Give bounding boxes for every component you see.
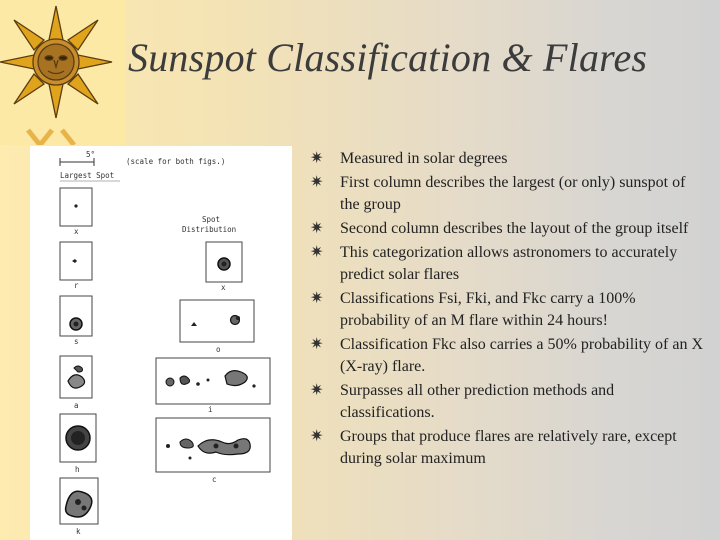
bullet-text: Measured in solar degrees [340, 150, 508, 167]
right-label-i: i [208, 405, 213, 414]
star-bullet-icon: ✷ [310, 336, 324, 353]
star-bullet-icon: ✷ [310, 290, 324, 307]
bullet-list [308, 148, 708, 472]
right-column-header-1: Spot [202, 215, 221, 224]
left-label-x: x [74, 227, 79, 236]
bullet-text: First column describes the largest (or only) sunspot of the group [340, 174, 686, 213]
left-label-r: r [74, 281, 79, 290]
bullet-item [308, 288, 708, 332]
star-bullet-icon: ✷ [310, 244, 324, 261]
sunspot-classification-figure [30, 146, 292, 540]
star-bullet-icon: ✷ [310, 428, 324, 445]
sun-logo-icon [0, 0, 125, 145]
bullet-item [308, 334, 708, 378]
left-column-header: Largest Spot [60, 171, 115, 180]
star-bullet-icon: ✷ [310, 150, 324, 167]
right-label-o: o [216, 345, 221, 354]
bullet-text: Second column describes the layout of the group itself [340, 220, 689, 237]
bullet-item [308, 172, 708, 216]
bullet-text: Classifications Fsi, Fki, and Fkc carry a 100% probability of an M flare within 24 hours! [340, 290, 636, 329]
scale-note: (scale for both figs.) [126, 157, 226, 166]
scale-label: 5° [86, 150, 96, 159]
bullet-item [308, 426, 708, 470]
bullet-text: Surpasses all other prediction methods and classifications. [340, 382, 615, 421]
bullet-item [308, 148, 708, 170]
right-column-header-2: Distribution [182, 225, 237, 234]
bullet-text: This categorization allows astronomers to accurately predict solar flares [340, 244, 678, 283]
left-label-s: s [74, 337, 79, 346]
slide-title: Sunspot Classification & Flares [128, 35, 648, 80]
left-label-h: h [75, 465, 80, 474]
bullet-item [308, 380, 708, 424]
bullet-item [308, 242, 708, 286]
right-label-c: c [212, 475, 217, 484]
largest-spot-column [60, 188, 98, 536]
star-bullet-icon: ✷ [310, 382, 324, 399]
right-label-x: x [221, 283, 226, 292]
bullet-text: Classification Fkc also carries a 50% probability of an X (X-ray) flare. [340, 336, 704, 375]
left-label-k: k [76, 527, 81, 536]
bullet-item [308, 218, 708, 240]
star-bullet-icon: ✷ [310, 174, 324, 191]
spot-distribution-column [156, 242, 270, 484]
left-label-a: a [74, 401, 79, 410]
bullet-text: Groups that produce flares are relatively rare, except during solar maximum [340, 428, 677, 467]
star-bullet-icon: ✷ [310, 220, 324, 237]
